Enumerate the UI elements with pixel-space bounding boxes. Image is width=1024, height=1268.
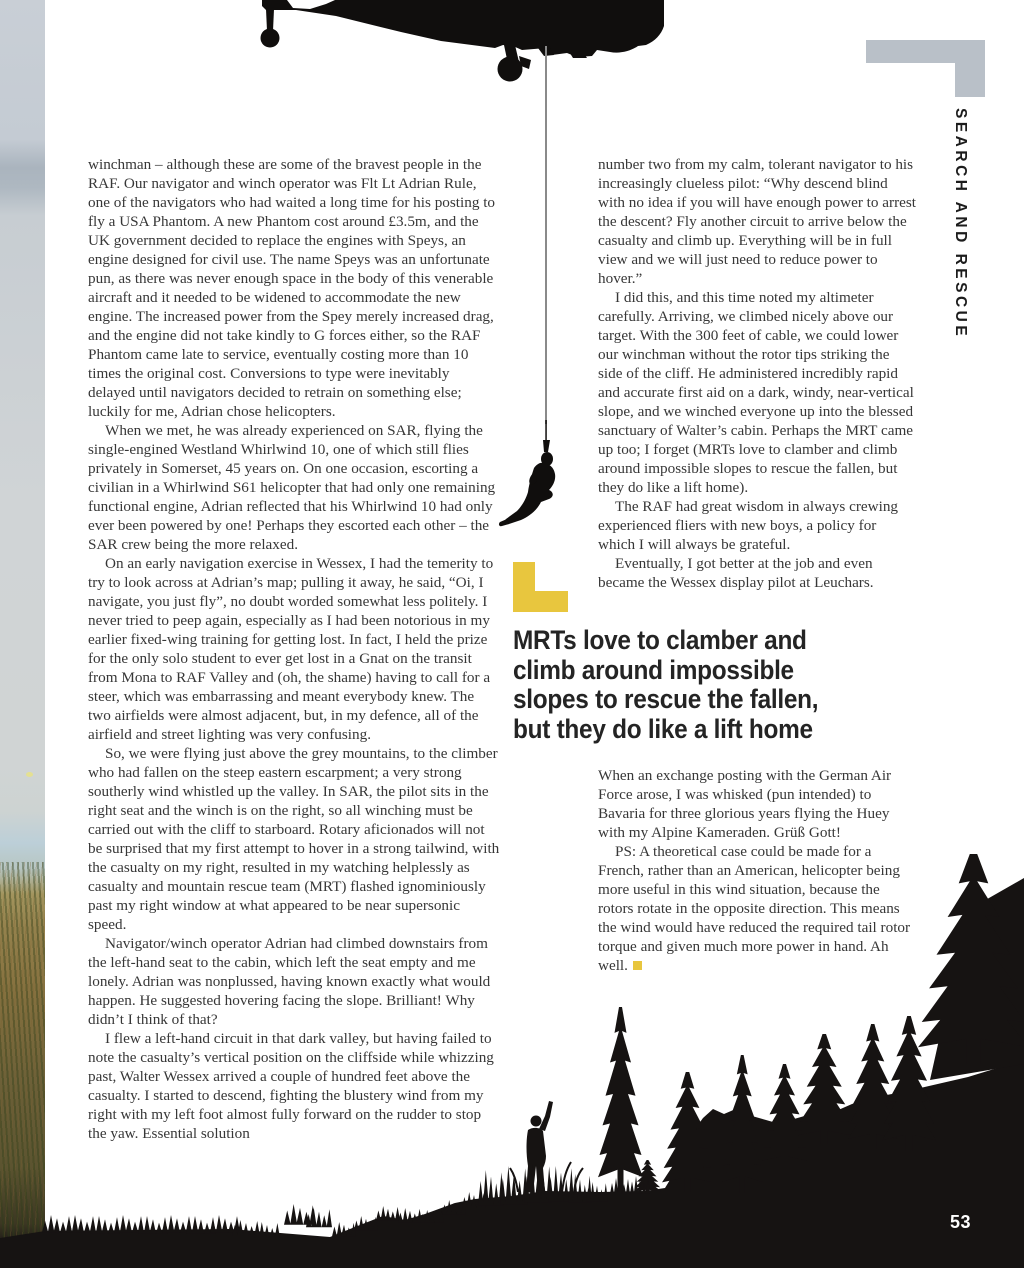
paragraph: number two from my calm, tolerant navigator to his increasingly clueless pilot: “Why descend blind with no idea if you will have enough power to arrest the descent? Fly another circuit to arrive below the casualty and climb up. Everything will be in full view and we will just need to reduce power to hover.” [598, 156, 917, 287]
page-number: 53 [950, 1212, 972, 1232]
pull-quote-line: MRTs love to clamber and [513, 625, 807, 655]
paragraph: When we met, he was already experienced on SAR, flying the single-engined Westland Whirlwind 10, one of which still flies privately in Somerset, 45 years on. On one occasion, escorting a civilian in a Whirlwind S61 helicopter that had only one remaining functional engine, Adrian reflected that his Whirlwind 10 had only ever been powered by one! Perhaps they escorted each other – the SAR crew being the more relaxed. [88, 422, 496, 553]
paragraph: Eventually, I got better at the job and even became the Wessex display pilot at Leuchars. [598, 555, 874, 591]
paragraph: So, we were flying just above the grey mountains, to the climber who had fallen on the steep eastern escarpment; a very strong southerly wind whistled up the valley. In SAR, the pilot sits in the right seat and the winch is on the right, so all winching must be carried out with the cliff to starboard. Rotary aficionados will not be surprised that my first attempt to hover in a strong tailwind, with the casualty on my right, resulted in my watching helplessly as casualty and mountain rescue team (MRT) flashed ignominiously past my right window at what appeared to be near supersonic speed. [88, 745, 500, 933]
paragraph: On an early navigation exercise in Wessex, I had the temerity to try to look across at Adrian’s map; pulling it away, he said, “Oi, I navigate, you just fly”, no doubt worded somewhat less politely. I never tried to peep again, especially as I had been notorious in my earlier fixed-wing training for getting lost. In fact, I held the prize for the only solo student to ever get lost in a Gnat on the transit from Mona to RAF Valley and (oh, the shame) having to call for a steer, which was embarrassing and meant everybody knew. The two airfields were almost adjacent, but, in my defence, all of the airfield and street lighting was very confusing. [88, 555, 494, 743]
winchman-on-cable-silhouette [494, 420, 566, 528]
paragraph: The RAF had great wisdom in always crewing experienced fliers with new boys, a policy for which I will always be grateful. [598, 498, 899, 553]
section-label: SEARCH AND RESCUE [952, 108, 969, 340]
yellow-l-quote-mark [513, 562, 568, 612]
pull-quote-line: slopes to rescue the fallen, [513, 684, 819, 714]
helicopter-silhouette [238, 0, 664, 88]
pull-quote-line: climb around impossible [513, 654, 794, 685]
gray-corner-bracket [866, 40, 985, 97]
paragraph: Navigator/winch operator Adrian had climbed downstairs from the left-hand seat to the cabin, which left the seat empty and me lonely. Adrian was nonplussed, having known exactly what would happen. He suggested hovering facing the slope. Brilliant! Why didn’t I think of that? [88, 935, 491, 1028]
paragraph: When an exchange posting with the German Air Force arose, I was whisked (pun intended) to Bavaria for three glorious years flying the Huey with my Alpine Kameraden. Grüß Gott! [598, 767, 892, 841]
flower-dot [26, 772, 33, 777]
mountain-forest-and-hiker-silhouette [0, 848, 1024, 1268]
pull-quote-line: but they do like a lift home [513, 713, 813, 744]
right-text-column-top [598, 155, 916, 592]
winch-cable [545, 46, 547, 424]
paragraph: I flew a left-hand circuit in that dark valley, but having failed to note the casualty’s vertical position on the cliffside while whizzing past, Walter Wessex arrived a couple of hundred feet above the casualty. I started to descend, fighting the blustery wind from my right with my left foot almost fully forward on the rudder to stop the yaw. Essential solution [88, 1030, 494, 1142]
paragraph: I did this, and this time noted my altimeter carefully. Arriving, we climbed nicely above our target. With the 300 feet of cable, we could lower our winchman without the rotor tips striking the side of the cliff. He administered incredibly rapid and accurate first aid on a dark, windy, near-vertical slope, and we winched everyone up into the blessed sanctuary of Walter’s cabin. Perhaps the MRT came up too; I forget (MRTs love to clamber and climb around impossible slopes to rescue the fallen, but they do like a lift home). [598, 289, 914, 496]
paragraph-text: PS: A theoretical case could be made for a French, rather than an American, helicopter being more useful in this wind situation, because the rotors rotate in the opposite direction. This means the wind would have reduced the required tail rotor torque and given much more power in hand. Ah well. [598, 843, 911, 974]
paragraph: winchman – although these are some of the bravest people in the RAF. Our navigator and winch operator was Flt Lt Adrian Rule, one of the navigators who had waited a long time for his posting to fly a USA Phantom. A new Phantom cost around £3.5m, and the UK government decided to replace the engines with Speys, an engine designed for civil use. The name Speys was an unfortunate pun, as there was never enough space in the body of this venerable aircraft and it needed to be widened to accommodate the new engine. The increased power from the Spey merely increased drag, and the engine did not take kindly to G forces either, so the RAF Phantom came late to service, eventually costing more than 10 times the original cost. Conversions to type were inevitably delayed until navigators decided to retrain on something else; luckily for me, Adrian chose helicopters. [88, 156, 496, 420]
pull-quote [513, 626, 881, 744]
